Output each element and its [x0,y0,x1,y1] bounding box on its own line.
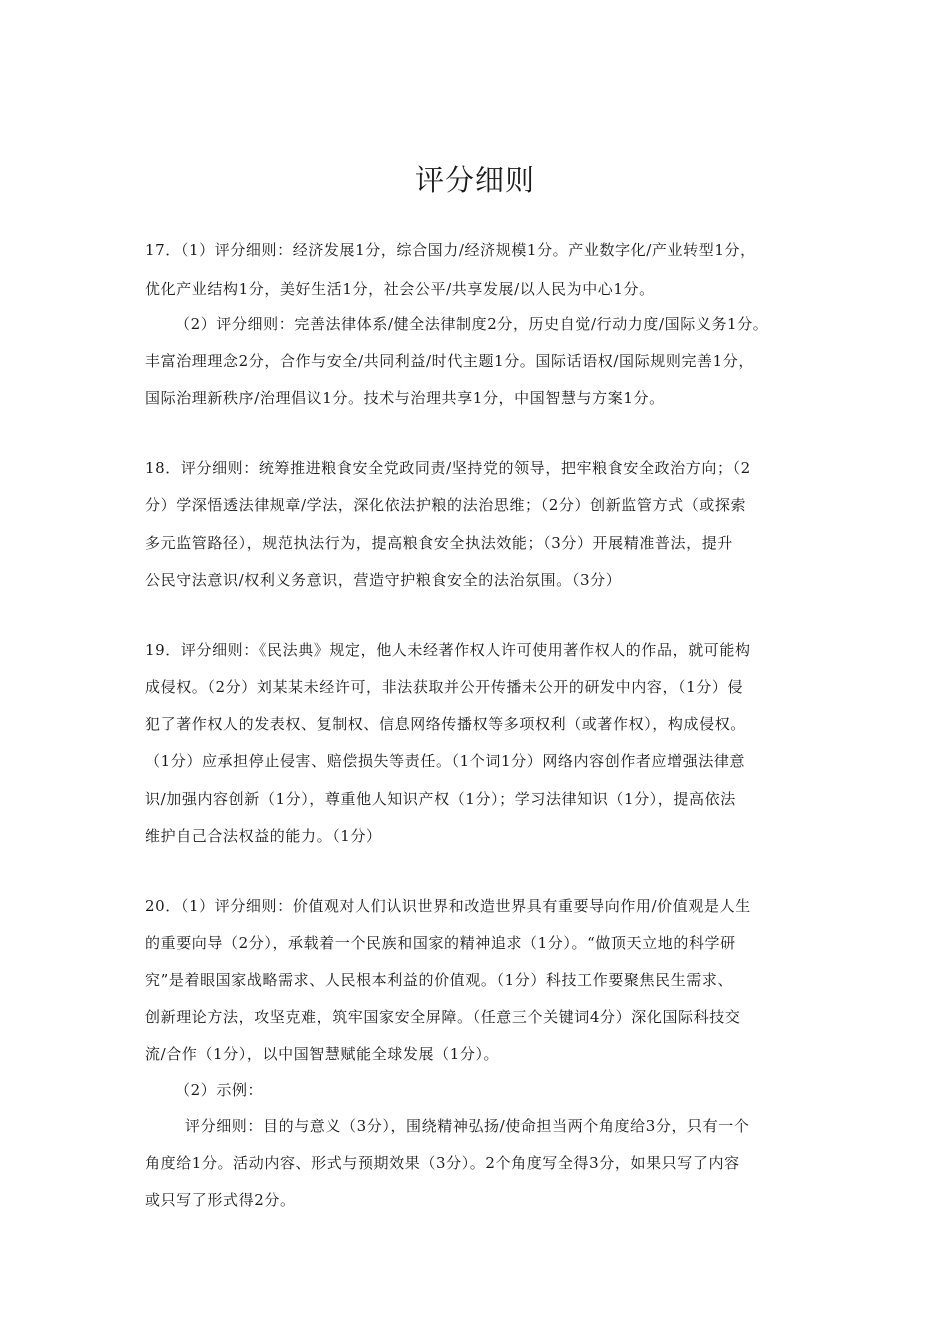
q20-line-5: 流/合作（1分），以中国智慧赋能全球发展（1分）。 [145,1045,500,1063]
q20-line-2: 的重要向导（2分），承载着一个民族和国家的精神追求（1分）。“做顶天立地的科学研 [145,934,736,952]
q18-line-1: 18．评分细则：统筹推进粮食安全党政同责/坚持党的领导，把牢粮食安全政治方向；（2 [145,459,751,477]
q19-line-1: 19．评分细则：《民法典》规定，他人未经著作权人许可使用著作权人的作品，就可能构 [145,641,751,659]
q17-line-5: 国际治理新秩序/治理倡议1分。技术与治理共享1分，中国智慧与方案1分。 [145,389,665,407]
q19-line-5: 识/加强内容创新（1分），尊重他人知识产权（1分）；学习法律知识（1分），提高依法 [145,790,736,808]
q20-line-3: 究”是着眼国家战略需求、人民根本利益的价值观。（1分）科技工作要聚焦民生需求、 [145,971,734,989]
q18-line-3: 多元监管路径），规范执法行为，提高粮食安全执法效能；（3分）开展精准普法，提升 [145,534,733,552]
page-title: 评分细则 [414,163,535,197]
q20-line-8: 角度给1分。活动内容、形式与预期效果（3分）。2个角度写全得3分，如果只写了内容 [145,1154,740,1172]
q17-line-3: （2）评分细则：完善法律体系/健全法律制度2分，历史自觉/行动力度/国际义务1分。 [175,315,769,333]
q18-line-4: 公民守法意识/权利义务意识，营造守护粮食安全的法治氛围。（3分） [145,571,622,589]
q19-line-6: 维护自己合法权益的能力。（1分） [145,827,382,845]
q19-line-3: 犯了著作权人的发表权、复制权、信息网络传播权等多项权利（或著作权），构成侵权。 [145,715,746,733]
q17-line-1: 17．（1）评分细则：经济发展1分，综合国力/经济规模1分。产业数字化/产业转型1分， [145,241,756,259]
q20-line-9: 或只写了形式得2分。 [145,1191,296,1209]
q17-line-4: 丰富治理理念2分，合作与安全/共同利益/时代主题1分。国际话语权/国际规则完善1分， [145,352,754,370]
q17-line-2: 优化产业结构1分，美好生活1分，社会公平/共享发展/以人民为中心1分。 [145,280,655,298]
q20-line-6: （2）示例： [175,1081,264,1099]
q19-line-2: 成侵权。（2分）刘某某未经许可，非法获取并公开传播未公开的研发中内容，（1分）侵 [145,678,744,696]
q20-line-7: 评分细则：目的与意义（3分），围绕精神弘扬/使命担当两个角度给3分，只有一个 [185,1117,750,1135]
q19-line-4: （1分）应承担停止侵害、赔偿损失等责任。（1个词1分）网络内容创作者应增强法律意 [145,752,746,770]
q20-line-4: 创新理论方法，攻坚克难，筑牢国家安全屏障。（任意三个关键词4分）深化国际科技交 [145,1008,741,1026]
q18-line-2: 分）学深悟透法律规章/学法，深化依法护粮的法治思维；（2分）创新监管方式（或探索 [145,496,747,514]
q20-line-1: 20．（1）评分细则：价值观对人们认识世界和改造世界具有重要导向作用/价值观是人生 [145,897,751,915]
